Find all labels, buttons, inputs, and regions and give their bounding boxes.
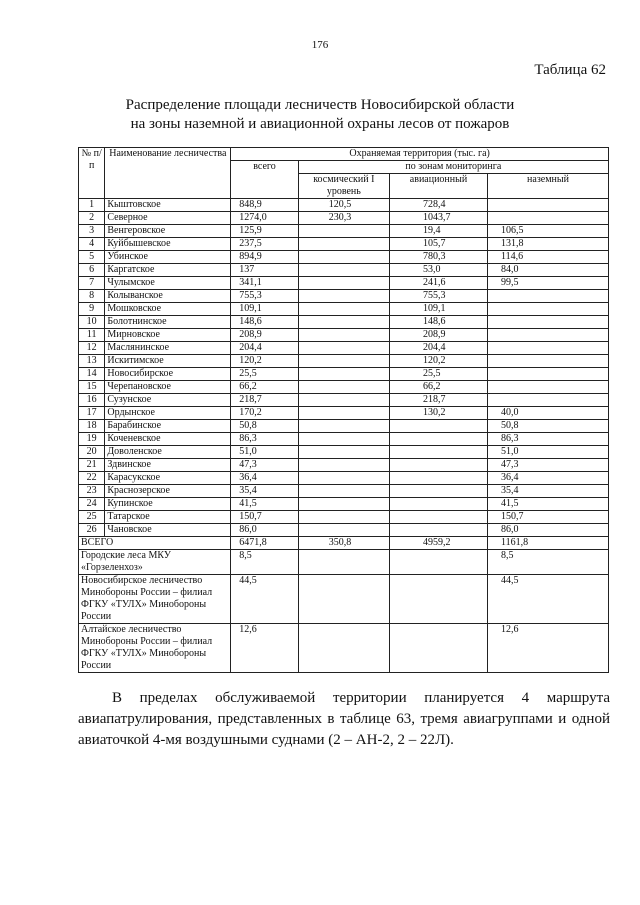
total-row bbox=[79, 537, 609, 550]
row-number: 4 bbox=[79, 238, 105, 251]
row-ground: 50,8 bbox=[488, 420, 609, 433]
row-aviation: 148,6 bbox=[389, 316, 487, 329]
row-cosmic bbox=[298, 446, 389, 459]
row-number: 10 bbox=[79, 316, 105, 329]
total-total: 6471,8 bbox=[231, 537, 298, 550]
row-name: Барабинское bbox=[105, 420, 231, 433]
row-name: Куйбышевское bbox=[105, 238, 231, 251]
row-ground: 86,0 bbox=[488, 524, 609, 537]
row-total: 204,4 bbox=[231, 342, 298, 355]
extra-aviation bbox=[389, 575, 487, 624]
table-row bbox=[79, 511, 609, 524]
extra-aviation bbox=[389, 550, 487, 575]
row-aviation: 218,7 bbox=[389, 394, 487, 407]
row-ground bbox=[488, 329, 609, 342]
row-number: 17 bbox=[79, 407, 105, 420]
header-cosmic: космический I уровень bbox=[298, 174, 389, 199]
extra-cosmic bbox=[298, 575, 389, 624]
row-name: Коченевское bbox=[105, 433, 231, 446]
table-row bbox=[79, 407, 609, 420]
row-total: 341,1 bbox=[231, 277, 298, 290]
row-cosmic bbox=[298, 407, 389, 420]
total-aviation: 4959,2 bbox=[389, 537, 487, 550]
row-aviation: 204,4 bbox=[389, 342, 487, 355]
table-row bbox=[79, 329, 609, 342]
header-protected: Охраняемая территория (тыс. га) bbox=[231, 148, 609, 161]
row-ground bbox=[488, 381, 609, 394]
row-aviation bbox=[389, 511, 487, 524]
table-row bbox=[79, 472, 609, 485]
row-aviation: 105,7 bbox=[389, 238, 487, 251]
extra-ground: 12,6 bbox=[488, 624, 609, 673]
row-aviation: 53,0 bbox=[389, 264, 487, 277]
row-aviation bbox=[389, 485, 487, 498]
row-ground: 40,0 bbox=[488, 407, 609, 420]
row-total: 51,0 bbox=[231, 446, 298, 459]
extra-ground: 8,5 bbox=[488, 550, 609, 575]
extra-total: 8,5 bbox=[231, 550, 298, 575]
extra-row bbox=[79, 550, 609, 575]
row-ground: 86,3 bbox=[488, 433, 609, 446]
header-name: Наименование лесничества bbox=[105, 148, 231, 199]
row-ground: 99,5 bbox=[488, 277, 609, 290]
row-ground bbox=[488, 394, 609, 407]
row-number: 13 bbox=[79, 355, 105, 368]
table-row bbox=[79, 485, 609, 498]
row-ground: 41,5 bbox=[488, 498, 609, 511]
row-name: Колыванское bbox=[105, 290, 231, 303]
row-aviation: 780,3 bbox=[389, 251, 487, 264]
row-number: 3 bbox=[79, 225, 105, 238]
row-number: 19 bbox=[79, 433, 105, 446]
title-line-1: Распределение площади лесничеств Новосибирской области bbox=[125, 97, 515, 113]
row-aviation bbox=[389, 524, 487, 537]
row-cosmic bbox=[298, 251, 389, 264]
row-cosmic bbox=[298, 264, 389, 277]
row-number: 5 bbox=[79, 251, 105, 264]
row-number: 24 bbox=[79, 498, 105, 511]
row-number: 9 bbox=[79, 303, 105, 316]
extra-name: Алтайское лесничество Минобороны России – филиал ФГКУ «ТУЛХ» Минобороны России bbox=[79, 624, 231, 673]
table-row bbox=[79, 290, 609, 303]
row-total: 218,7 bbox=[231, 394, 298, 407]
row-name: Мошковское bbox=[105, 303, 231, 316]
row-cosmic bbox=[298, 329, 389, 342]
row-cosmic bbox=[298, 368, 389, 381]
table-row bbox=[79, 381, 609, 394]
row-name: Чановское bbox=[105, 524, 231, 537]
row-total: 150,7 bbox=[231, 511, 298, 524]
row-name: Краснозерское bbox=[105, 485, 231, 498]
row-name: Новосибирское bbox=[105, 368, 231, 381]
table-row bbox=[79, 212, 609, 225]
row-aviation: 1043,7 bbox=[389, 212, 487, 225]
row-name: Черепановское bbox=[105, 381, 231, 394]
total-label: ВСЕГО bbox=[79, 537, 231, 550]
table-row bbox=[79, 433, 609, 446]
row-cosmic bbox=[298, 381, 389, 394]
table-row bbox=[79, 446, 609, 459]
row-total: 1274,0 bbox=[231, 212, 298, 225]
table-row bbox=[79, 225, 609, 238]
header-num: № п/п bbox=[79, 148, 105, 199]
row-ground: 51,0 bbox=[488, 446, 609, 459]
row-number: 8 bbox=[79, 290, 105, 303]
table-row bbox=[79, 420, 609, 433]
extra-aviation bbox=[389, 624, 487, 673]
table-row bbox=[79, 303, 609, 316]
row-cosmic bbox=[298, 459, 389, 472]
table-row bbox=[79, 264, 609, 277]
row-name: Венгеровское bbox=[105, 225, 231, 238]
row-cosmic bbox=[298, 485, 389, 498]
extra-row bbox=[79, 575, 609, 624]
row-total: 237,5 bbox=[231, 238, 298, 251]
row-total: 109,1 bbox=[231, 303, 298, 316]
row-name: Карасукское bbox=[105, 472, 231, 485]
header-zones: по зонам мониторинга bbox=[298, 161, 608, 174]
row-name: Северное bbox=[105, 212, 231, 225]
row-aviation bbox=[389, 459, 487, 472]
row-number: 25 bbox=[79, 511, 105, 524]
header-ground: наземный bbox=[488, 174, 609, 199]
row-name: Ордынское bbox=[105, 407, 231, 420]
row-aviation: 66,2 bbox=[389, 381, 487, 394]
row-total: 755,3 bbox=[231, 290, 298, 303]
table-row bbox=[79, 251, 609, 264]
table-body bbox=[79, 199, 609, 673]
row-total: 848,9 bbox=[231, 199, 298, 212]
row-number: 12 bbox=[79, 342, 105, 355]
row-cosmic: 120,5 bbox=[298, 199, 389, 212]
row-total: 208,9 bbox=[231, 329, 298, 342]
row-number: 26 bbox=[79, 524, 105, 537]
row-name: Болотнинское bbox=[105, 316, 231, 329]
row-ground bbox=[488, 368, 609, 381]
total-ground: 1161,8 bbox=[488, 537, 609, 550]
row-name: Доволенское bbox=[105, 446, 231, 459]
extra-cosmic bbox=[298, 624, 389, 673]
extra-total: 44,5 bbox=[231, 575, 298, 624]
row-aviation: 208,9 bbox=[389, 329, 487, 342]
row-name: Кыштовское bbox=[105, 199, 231, 212]
row-ground bbox=[488, 212, 609, 225]
row-number: 7 bbox=[79, 277, 105, 290]
row-total: 35,4 bbox=[231, 485, 298, 498]
row-cosmic bbox=[298, 303, 389, 316]
row-cosmic bbox=[298, 524, 389, 537]
header-total: всего bbox=[231, 161, 298, 199]
row-aviation: 109,1 bbox=[389, 303, 487, 316]
row-number: 1 bbox=[79, 199, 105, 212]
extra-total: 12,6 bbox=[231, 624, 298, 673]
row-name: Убинское bbox=[105, 251, 231, 264]
table-row bbox=[79, 368, 609, 381]
extra-row bbox=[79, 624, 609, 673]
row-total: 120,2 bbox=[231, 355, 298, 368]
row-total: 86,0 bbox=[231, 524, 298, 537]
row-number: 20 bbox=[79, 446, 105, 459]
table-header bbox=[79, 148, 609, 199]
row-name: Мирновское bbox=[105, 329, 231, 342]
table-row bbox=[79, 238, 609, 251]
row-number: 23 bbox=[79, 485, 105, 498]
row-number: 21 bbox=[79, 459, 105, 472]
row-cosmic bbox=[298, 420, 389, 433]
row-number: 11 bbox=[79, 329, 105, 342]
row-name: Здвинское bbox=[105, 459, 231, 472]
row-aviation: 19,4 bbox=[389, 225, 487, 238]
row-number: 18 bbox=[79, 420, 105, 433]
row-number: 14 bbox=[79, 368, 105, 381]
row-total: 25,5 bbox=[231, 368, 298, 381]
row-ground bbox=[488, 303, 609, 316]
extra-name: Городские леса МКУ «Горзеленхоз» bbox=[79, 550, 231, 575]
row-total: 894,9 bbox=[231, 251, 298, 264]
row-name: Каргатское bbox=[105, 264, 231, 277]
row-ground: 150,7 bbox=[488, 511, 609, 524]
row-total: 66,2 bbox=[231, 381, 298, 394]
row-aviation bbox=[389, 498, 487, 511]
row-cosmic bbox=[298, 277, 389, 290]
row-number: 16 bbox=[79, 394, 105, 407]
row-cosmic bbox=[298, 355, 389, 368]
row-cosmic bbox=[298, 472, 389, 485]
row-name: Искитимское bbox=[105, 355, 231, 368]
row-total: 50,8 bbox=[231, 420, 298, 433]
table-row bbox=[79, 459, 609, 472]
row-cosmic bbox=[298, 394, 389, 407]
extra-ground: 44,5 bbox=[488, 575, 609, 624]
row-aviation bbox=[389, 472, 487, 485]
row-total: 47,3 bbox=[231, 459, 298, 472]
row-cosmic bbox=[298, 511, 389, 524]
table-row bbox=[79, 524, 609, 537]
extra-cosmic bbox=[298, 550, 389, 575]
row-aviation: 241,6 bbox=[389, 277, 487, 290]
row-ground bbox=[488, 290, 609, 303]
row-ground bbox=[488, 342, 609, 355]
table-row bbox=[79, 316, 609, 329]
row-ground: 114,6 bbox=[488, 251, 609, 264]
table-row bbox=[79, 498, 609, 511]
row-total: 125,9 bbox=[231, 225, 298, 238]
extra-name: Новосибирское лесничество Минобороны России – филиал ФГКУ «ТУЛХ» Минобороны России bbox=[79, 575, 231, 624]
row-number: 6 bbox=[79, 264, 105, 277]
row-ground: 106,5 bbox=[488, 225, 609, 238]
row-name: Маслянинское bbox=[105, 342, 231, 355]
row-cosmic bbox=[298, 225, 389, 238]
row-name: Сузунское bbox=[105, 394, 231, 407]
row-number: 22 bbox=[79, 472, 105, 485]
row-aviation: 25,5 bbox=[389, 368, 487, 381]
total-cosmic: 350,8 bbox=[298, 537, 389, 550]
row-ground bbox=[488, 355, 609, 368]
row-ground: 35,4 bbox=[488, 485, 609, 498]
row-aviation: 755,3 bbox=[389, 290, 487, 303]
table-row bbox=[79, 342, 609, 355]
table-row bbox=[79, 277, 609, 290]
row-name: Татарское bbox=[105, 511, 231, 524]
row-aviation: 130,2 bbox=[389, 407, 487, 420]
row-cosmic bbox=[298, 238, 389, 251]
row-ground bbox=[488, 316, 609, 329]
row-aviation: 120,2 bbox=[389, 355, 487, 368]
row-cosmic bbox=[298, 498, 389, 511]
row-aviation bbox=[389, 446, 487, 459]
table-row bbox=[79, 199, 609, 212]
page-number: 176 bbox=[311, 39, 329, 51]
row-cosmic: 230,3 bbox=[298, 212, 389, 225]
row-name: Чулымское bbox=[105, 277, 231, 290]
table-row bbox=[79, 355, 609, 368]
row-aviation: 728,4 bbox=[389, 199, 487, 212]
row-number: 2 bbox=[79, 212, 105, 225]
row-aviation bbox=[389, 433, 487, 446]
row-name: Купинское bbox=[105, 498, 231, 511]
row-total: 148,6 bbox=[231, 316, 298, 329]
table-row bbox=[79, 394, 609, 407]
row-ground: 36,4 bbox=[488, 472, 609, 485]
row-number: 15 bbox=[79, 381, 105, 394]
row-total: 41,5 bbox=[231, 498, 298, 511]
row-total: 86,3 bbox=[231, 433, 298, 446]
row-total: 36,4 bbox=[231, 472, 298, 485]
header-aviation: авиационный bbox=[389, 174, 487, 199]
table-label: Таблица 62 bbox=[534, 62, 606, 78]
row-cosmic bbox=[298, 342, 389, 355]
forestry-table bbox=[78, 147, 609, 673]
row-cosmic bbox=[298, 290, 389, 303]
table-title bbox=[0, 96, 640, 134]
title-line-2: на зоны наземной и авиационной охраны лесов от пожаров bbox=[130, 116, 510, 132]
row-ground: 131,8 bbox=[488, 238, 609, 251]
row-ground: 47,3 bbox=[488, 459, 609, 472]
row-total: 170,2 bbox=[231, 407, 298, 420]
body-paragraph: В пределах обслуживаемой территории планируется 4 маршрута авиапатрулирования, представленных в таблице 63, тремя авиагруппами и одной авиаточкой 4-мя воздушными суднами (2 – АН-2, 2 – 22Л). bbox=[78, 690, 610, 748]
row-cosmic bbox=[298, 433, 389, 446]
row-aviation bbox=[389, 420, 487, 433]
row-cosmic bbox=[298, 316, 389, 329]
row-ground: 84,0 bbox=[488, 264, 609, 277]
row-total: 137 bbox=[231, 264, 298, 277]
row-ground bbox=[488, 199, 609, 212]
